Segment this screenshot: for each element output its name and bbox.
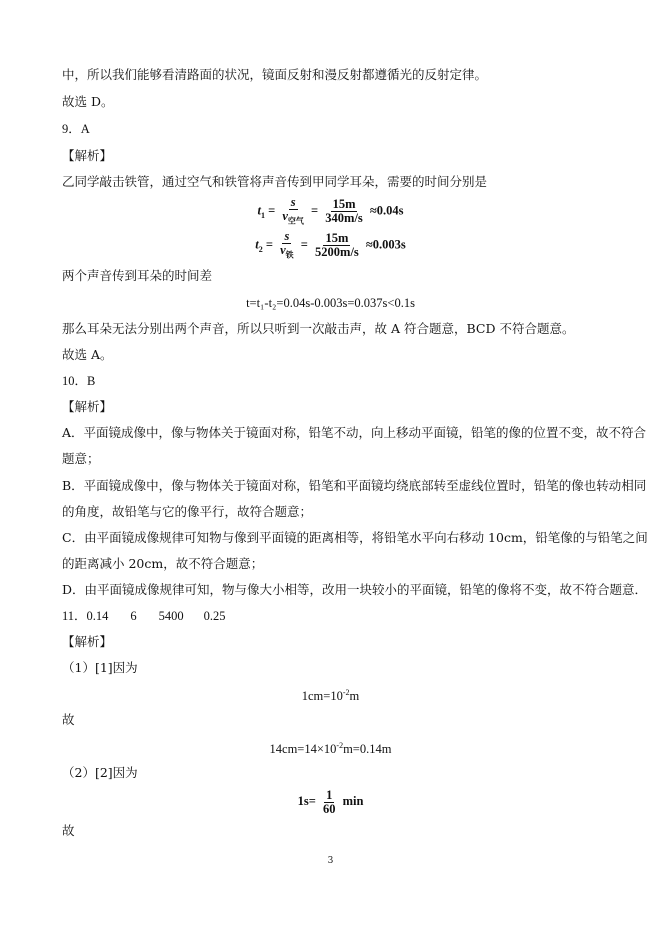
- text-line: 故: [62, 823, 75, 838]
- formula-14cm: $14cm=14\times 10^{-2}m=0.14m$: [269, 741, 392, 757]
- question-number: 10．B: [62, 374, 96, 388]
- analysis-heading: 【解析】: [62, 399, 113, 414]
- option-c-line: C．由平面镜成像规律可知物与像到平面镜的距离相等，将铅笔水平向右移动 10cm，铅笔像的与铅笔之间: [62, 530, 648, 545]
- text-line: 故选 A。: [62, 347, 113, 362]
- question-number: 9．A: [62, 122, 90, 136]
- text-line: 两个声音传到耳朵的时间差: [62, 268, 213, 283]
- text-line: （2）[2]因为: [62, 765, 138, 780]
- text-line: 故: [62, 712, 75, 727]
- text-line: 故选 D。: [62, 94, 114, 109]
- page-number: 3: [327, 856, 334, 866]
- question-11-answers: 11．0.14 6 5400 0.25: [62, 609, 226, 623]
- formula-second: 1s= $\frac{1}{60}$ min: [297, 787, 364, 816]
- option-a-line: 题意；: [62, 451, 100, 466]
- text-line: 中，所以我们能够看清路面的状况，镜面反射和漫反射都遵循光的反射定律。: [62, 67, 488, 82]
- option-c-line: 的距离减小 20cm，故不符合题意；: [62, 556, 264, 571]
- option-b-line: 的角度，故铅笔与它的像平行，故符合题意；: [62, 504, 313, 519]
- formula-time-difference: t=t₁-t₂=0.04s-0.003s=0.037s<0.1s: [246, 296, 415, 310]
- option-b-line: B．平面镜成像中，像与物体关于镜面对称，铅笔和平面镜均绕底部转至虚线位置时，铅笔的像也转动相同: [62, 478, 647, 493]
- formula-cm: $1cm=10^{-2}m$: [301, 688, 360, 704]
- analysis-heading: 【解析】: [62, 148, 113, 163]
- formula-t1: $t_1$ = $\frac{s}{v_{空气}}$ = $\frac{15m}{340m/s}$ ≈0.04s: [257, 195, 404, 226]
- text-line: 那么耳朵无法分别出两个声音，所以只听到一次敲击声，故 A 符合题意，BCD 不符合题意。: [62, 321, 575, 336]
- text-line: （1）[1]因为: [62, 660, 138, 675]
- analysis-heading: 【解析】: [62, 634, 113, 649]
- text-line: 乙同学敲击铁管，通过空气和铁管将声音传到甲同学耳朵，需要的时间分别是: [62, 174, 488, 189]
- formula-t2: $t_2$ = $\frac{s}{v_铁}$ = $\frac{15m}{5200m/s}$ ≈0.003s: [255, 229, 406, 260]
- option-d-line: D．由平面镜成像规律可知，物与像大小相等，改用一块较小的平面镜，铅笔的像将不变，故不符合题意．: [62, 582, 648, 597]
- option-a-line: A．平面镜成像中，像与物体关于镜面对称，铅笔不动，向上移动平面镜，铅笔的像的位置不变，故不符合: [62, 425, 647, 440]
